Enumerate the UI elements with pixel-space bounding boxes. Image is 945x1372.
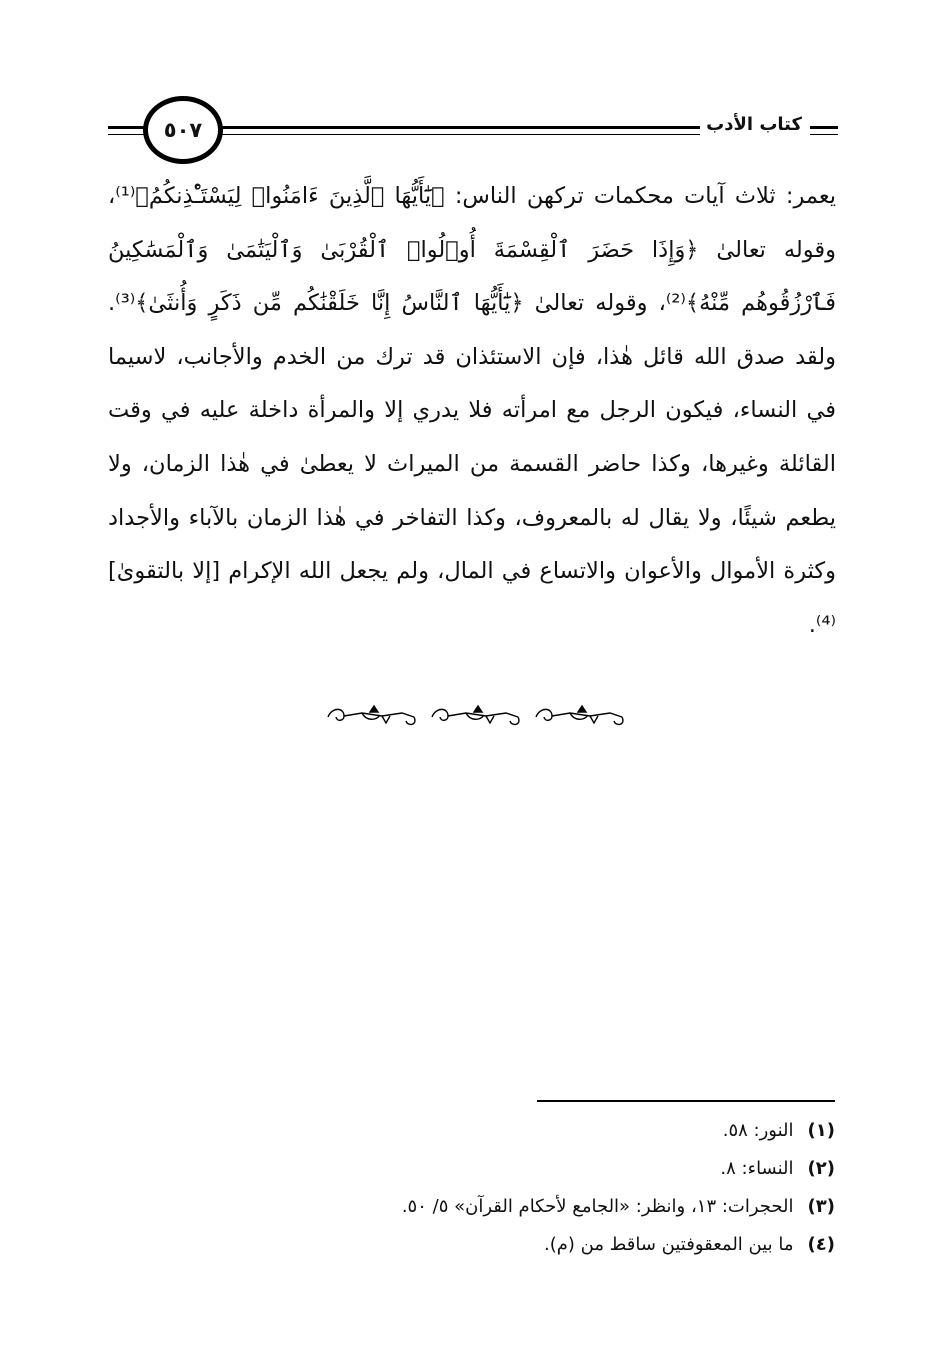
footnote-number: (٢) bbox=[807, 1158, 835, 1179]
footnote-text: الحجرات: ١٣، وانظر: «الجامع لأحكام القرآن» ٥/ ٥٠. bbox=[401, 1196, 794, 1217]
body-paragraph: يعمر: ثلاث آيات محكمات تركهن الناس: ﴿يَٰٓأَيُّهَا ٱلَّذِينَ ءَامَنُوا۟ لِيَسْتَـْٔذِنكُمُ﴾⁽¹⁾، وقوله تعالىٰ ﴿وَإِذَا حَضَرَ ٱلْقِسْمَةَ أُو۟لُوا۟ ٱلْقُرْبَىٰ وَٱلْيَتَٰمَىٰ وَٱلْمَسَٰكِينُ فَٱرْزُقُوهُم مِّنْهُ﴾⁽²⁾، وقوله تعالىٰ ﴿يَٰٓأَيُّهَا ٱلنَّاسُ إِنَّا خَلَقْنَٰكُم مِّن ذَكَرٍ وَأُنثَىٰ﴾⁽³⁾. ولقد صدق الله قائل هٰذا، فإن الاستئذان قد ترك من الخدم والأجانب، لاسيما في النساء، فيكون الرجل مع امرأته فلا يدري إلا والمرأة داخلة عليه في وقت القائلة وغيرها، وكذا حاضر القسمة من الميراث لا يعطىٰ في هٰذا الزمان، ولا يطعم شيئًا، ولا يقال له بالمعروف، وكذا التفاخر في هٰذا الزمان بالآباء والأجداد وكثرة الأموال والأعوان والاتساع في المال، ولم يجعل الله الإكرام [إلا بالتقوىٰ]⁽⁴⁾. bbox=[108, 183, 836, 638]
footnote-number: (٣) bbox=[807, 1196, 835, 1217]
header-rule-right bbox=[810, 126, 838, 135]
footnote-item bbox=[235, 1112, 835, 1150]
page-number: ٥٠٧ bbox=[143, 96, 223, 164]
footnote-item bbox=[235, 1188, 835, 1226]
footnote-text: النور: ٥٨. bbox=[722, 1120, 794, 1141]
footnote-text: ما بين المعقوفتين ساقط من (م). bbox=[543, 1234, 794, 1255]
footnote-separator bbox=[537, 1100, 835, 1102]
floral-divider-icon bbox=[322, 703, 626, 729]
main-text bbox=[108, 170, 836, 652]
footnote-number: (٤) bbox=[807, 1234, 835, 1255]
footnote-number: (١) bbox=[807, 1120, 835, 1141]
footnote-item bbox=[235, 1226, 835, 1264]
footnote-text: النساء: ٨. bbox=[720, 1158, 794, 1179]
footnotes bbox=[235, 1112, 835, 1264]
running-title: كتاب الأدب bbox=[700, 114, 808, 135]
page-header bbox=[108, 96, 838, 166]
footnote-item bbox=[235, 1150, 835, 1188]
